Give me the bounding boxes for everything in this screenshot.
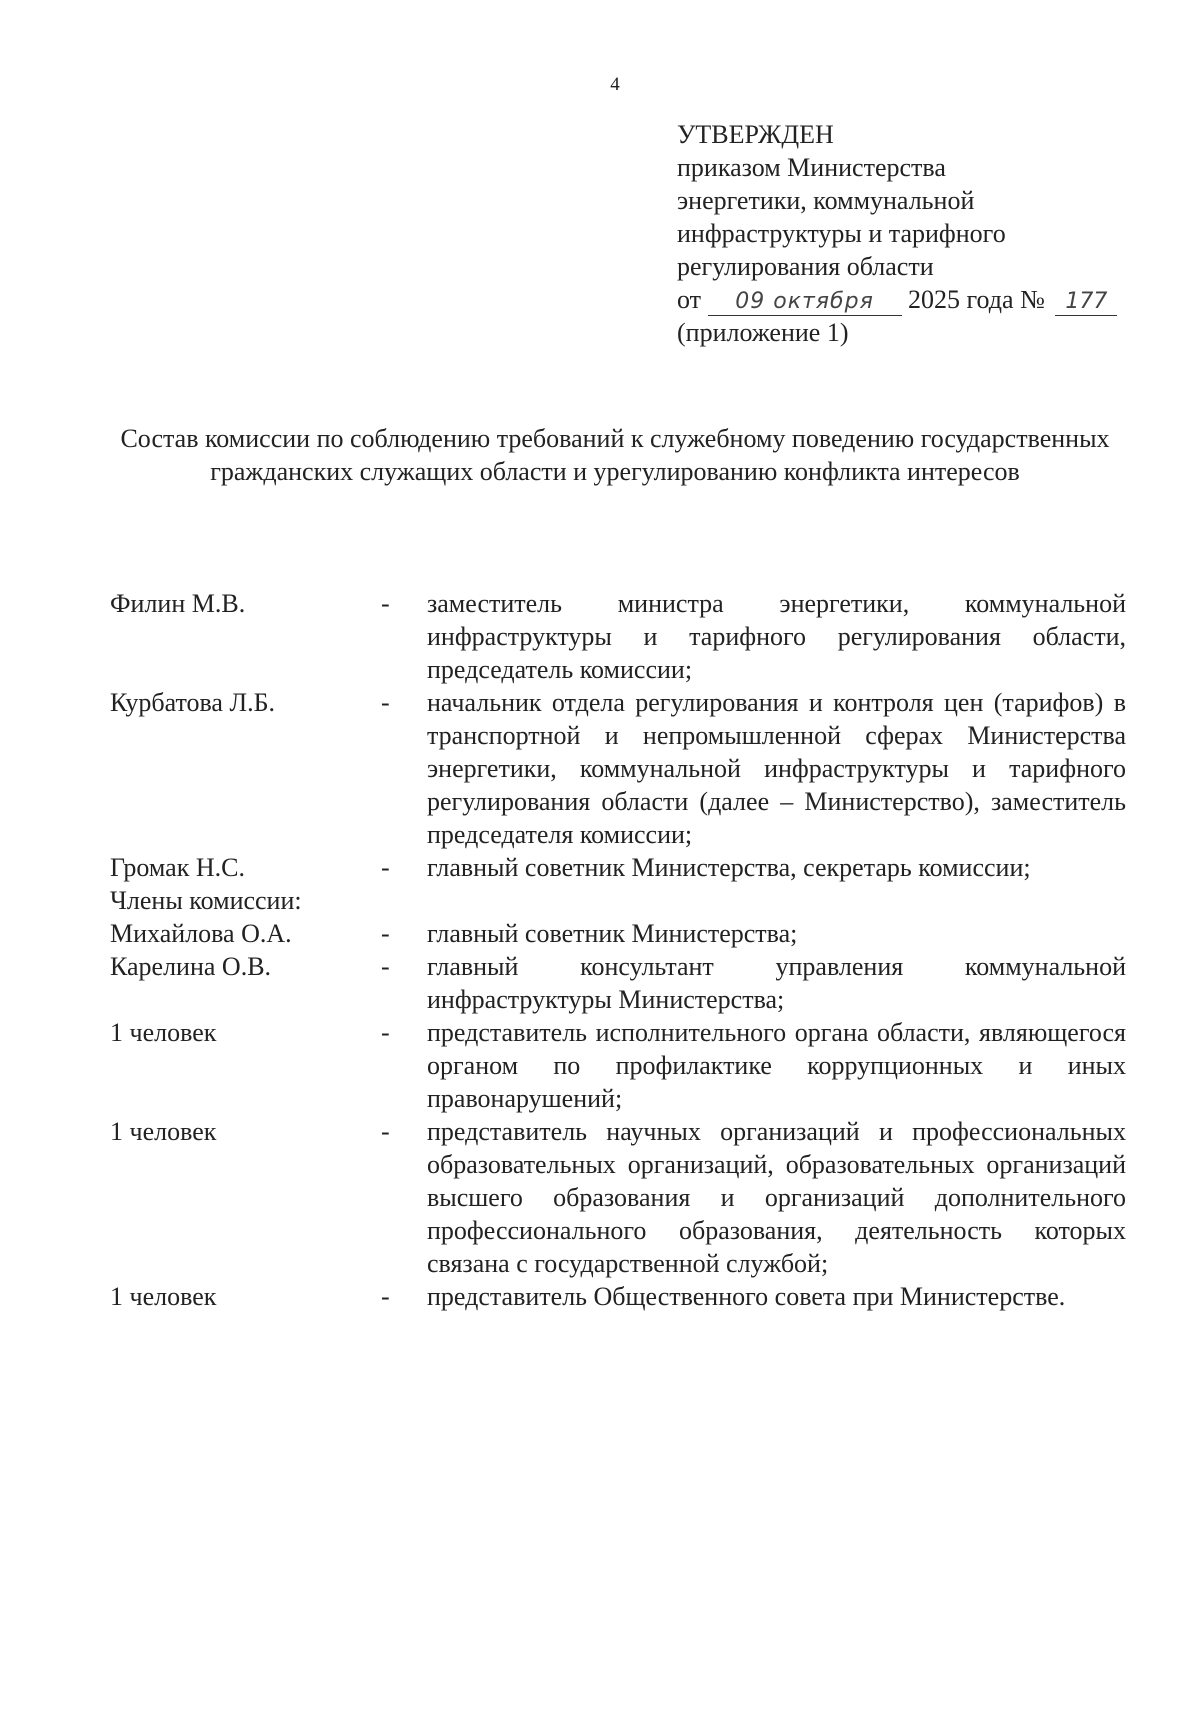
- member-role: главный советник Министерства;: [427, 919, 798, 948]
- member-name: Громак Н.С.: [110, 853, 245, 882]
- member-dash: -: [381, 919, 390, 948]
- document-title: Состав комиссии по соблюдению требований к служебному поведению государственных гражданских служащих области и урегулированию конфликта интересов: [120, 424, 1110, 486]
- member-role: представитель исполнительного органа области, являющегося органом по профилактике коррупционных и иных правонарушений;: [427, 1018, 1126, 1113]
- member-role: заместитель министра энергетики, коммунальной инфраструктуры и тарифного регулирования области, председатель комиссии;: [427, 589, 1126, 684]
- member-name: 1 человек: [110, 1018, 217, 1047]
- member-role: представитель Общественного совета при Министерстве.: [427, 1282, 1066, 1311]
- member-role: представитель научных организаций и профессиональных образовательных организаций, образовательных организаций высшего образования и организаций дополнительного профессионального образования, деятельность которых связана с государственной службой;: [427, 1117, 1126, 1278]
- member-row: [110, 1280, 1126, 1313]
- page-number: 4: [610, 74, 620, 95]
- approval-title: УТВЕРЖДЕН: [677, 120, 834, 149]
- members-heading: Члены комиссии:: [110, 886, 302, 915]
- member-name: Филин М.В.: [110, 589, 246, 618]
- member-name: Михайлова О.А.: [110, 919, 292, 948]
- approval-line-4: регулирования области: [677, 252, 934, 281]
- handwritten-date: 09 октября: [708, 289, 902, 316]
- member-row: [110, 587, 1126, 686]
- member-row: [110, 950, 1126, 1016]
- member-dash: -: [381, 853, 390, 882]
- approval-line-1: приказом Министерства: [677, 153, 946, 182]
- member-row: [110, 851, 1126, 884]
- member-role: начальник отдела регулирования и контроля цен (тарифов) в транспортной и непромышленной сферах Министерства энергетики, коммунальной инфраструктуры и тарифного регулирования области (далее – Министерство), заместитель председателя комиссии;: [427, 688, 1126, 849]
- member-dash: -: [381, 1018, 390, 1047]
- date-prefix: от: [677, 285, 702, 314]
- member-dash: -: [381, 688, 390, 717]
- handwritten-order-number: 177: [1055, 289, 1117, 316]
- member-name: Курбатова Л.Б.: [110, 688, 276, 717]
- member-row: [110, 917, 1126, 950]
- member-dash: -: [381, 1117, 390, 1146]
- member-role: главный консультант управления коммунальной инфраструктуры Министерства;: [427, 952, 1126, 1014]
- commission-list: [110, 587, 1126, 1313]
- approval-line-3: инфраструктуры и тарифного: [677, 219, 1006, 248]
- approval-date-line: [677, 283, 1117, 316]
- member-name: Карелина О.В.: [110, 952, 272, 981]
- member-dash: -: [381, 952, 390, 981]
- approval-line-2: энергетики, коммунальной: [677, 186, 975, 215]
- member-name: 1 человек: [110, 1282, 217, 1311]
- date-suffix: 2025 года №: [908, 285, 1045, 314]
- member-row: [110, 1115, 1126, 1280]
- member-dash: -: [381, 1282, 390, 1311]
- member-dash: -: [381, 589, 390, 618]
- approval-appendix: (приложение 1): [677, 318, 849, 347]
- member-row: [110, 686, 1126, 851]
- member-row: [110, 1016, 1126, 1115]
- member-name: 1 человек: [110, 1117, 217, 1146]
- member-role: главный советник Министерства, секретарь комиссии;: [427, 853, 1031, 882]
- approval-stamp-block: [677, 118, 1117, 349]
